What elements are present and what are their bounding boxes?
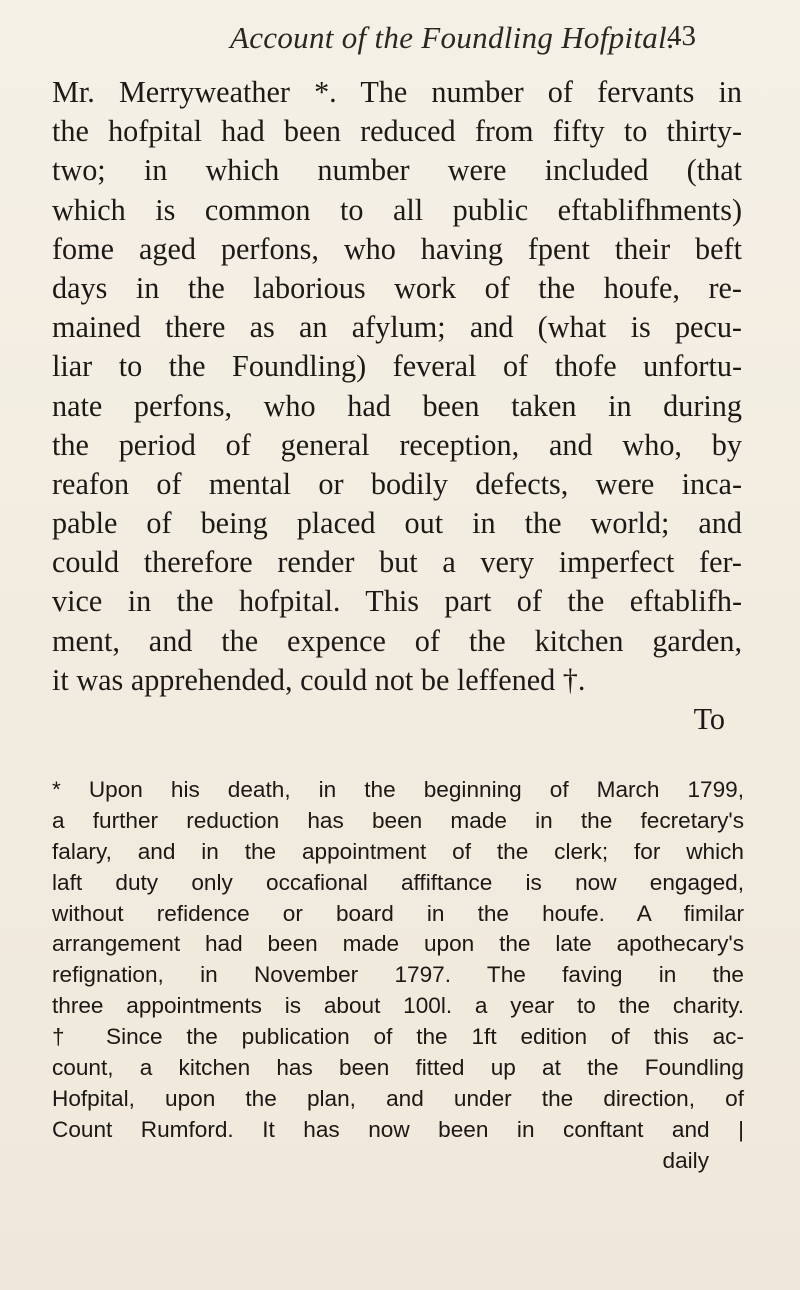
body-line: pable of being placed out in the world; and [52,506,742,541]
body-line: Mr. Merryweather *. The number of fervants in [52,75,742,109]
page-number: 43 [667,20,696,52]
footnote-line: count, a kitchen has been fitted up at the Foundling [52,1055,744,1081]
body-line: reafon of mental or bodily defects, were inca- [52,466,742,501]
body-line: mained there as an afylum; and (what is pecu- [52,310,742,345]
footnote-line: falary, and in the appointment of the clerk; for which [52,838,744,864]
footnote-line: arrangement had been made upon the late apothecary's [52,931,744,957]
footnote-line: without refidence or board in the houfe. A fimilar [52,900,744,926]
body-line: could therefore render but a very imperfect fer- [52,545,742,580]
body-line: days in the laborious work of the houfe, re- [52,270,742,305]
footnote-line: Hofpital, upon the plan, and under the direction, of [52,1085,744,1111]
body-line: the hofpital had been reduced from fifty to thirty- [52,114,742,149]
body-text [52,73,742,739]
footnote-catchword: daily [662,1147,709,1173]
body-line: it was apprehended, could not be leffened †. [52,662,586,697]
body-line: which is common to all public eftablifhments) [52,192,742,227]
body-line: vice in the hofpital. This part of the eftablifh- [52,584,742,619]
body-line: two; in which number were included (that [52,153,742,188]
footnote-line: * Upon his death, in the beginning of March 1799, [52,777,744,802]
body-line: fome aged perfons, who having fpent their beft [52,231,742,266]
footnote-line: refignation, in November 1797. The faving in the [52,962,744,988]
footnote-line: laft duty only occafional affiftance is now engaged, [52,869,744,895]
body-line: liar to the Foundling) feveral of thofe unfortu- [52,349,742,384]
catchword: To [693,702,725,736]
running-title: Account of the Foundling Hofpital. [230,20,676,55]
footnotes [52,775,744,1177]
footnote-line: Count Rumford. It has now been in conftant and | [52,1116,744,1142]
footnote-line: † Since the publication of the 1ft edition of this ac- [52,1024,744,1050]
footnote-line: three appointments is about 100l. a year to the charity. [52,993,744,1019]
body-line: the period of general reception, and who, by [52,427,742,462]
body-line: ment, and the expence of the kitchen garden, [52,623,742,658]
footnote-line: a further reduction has been made in the fecretary's [52,807,744,833]
running-head [0,20,800,64]
body-line: nate perfons, who had been taken in during [52,388,742,423]
